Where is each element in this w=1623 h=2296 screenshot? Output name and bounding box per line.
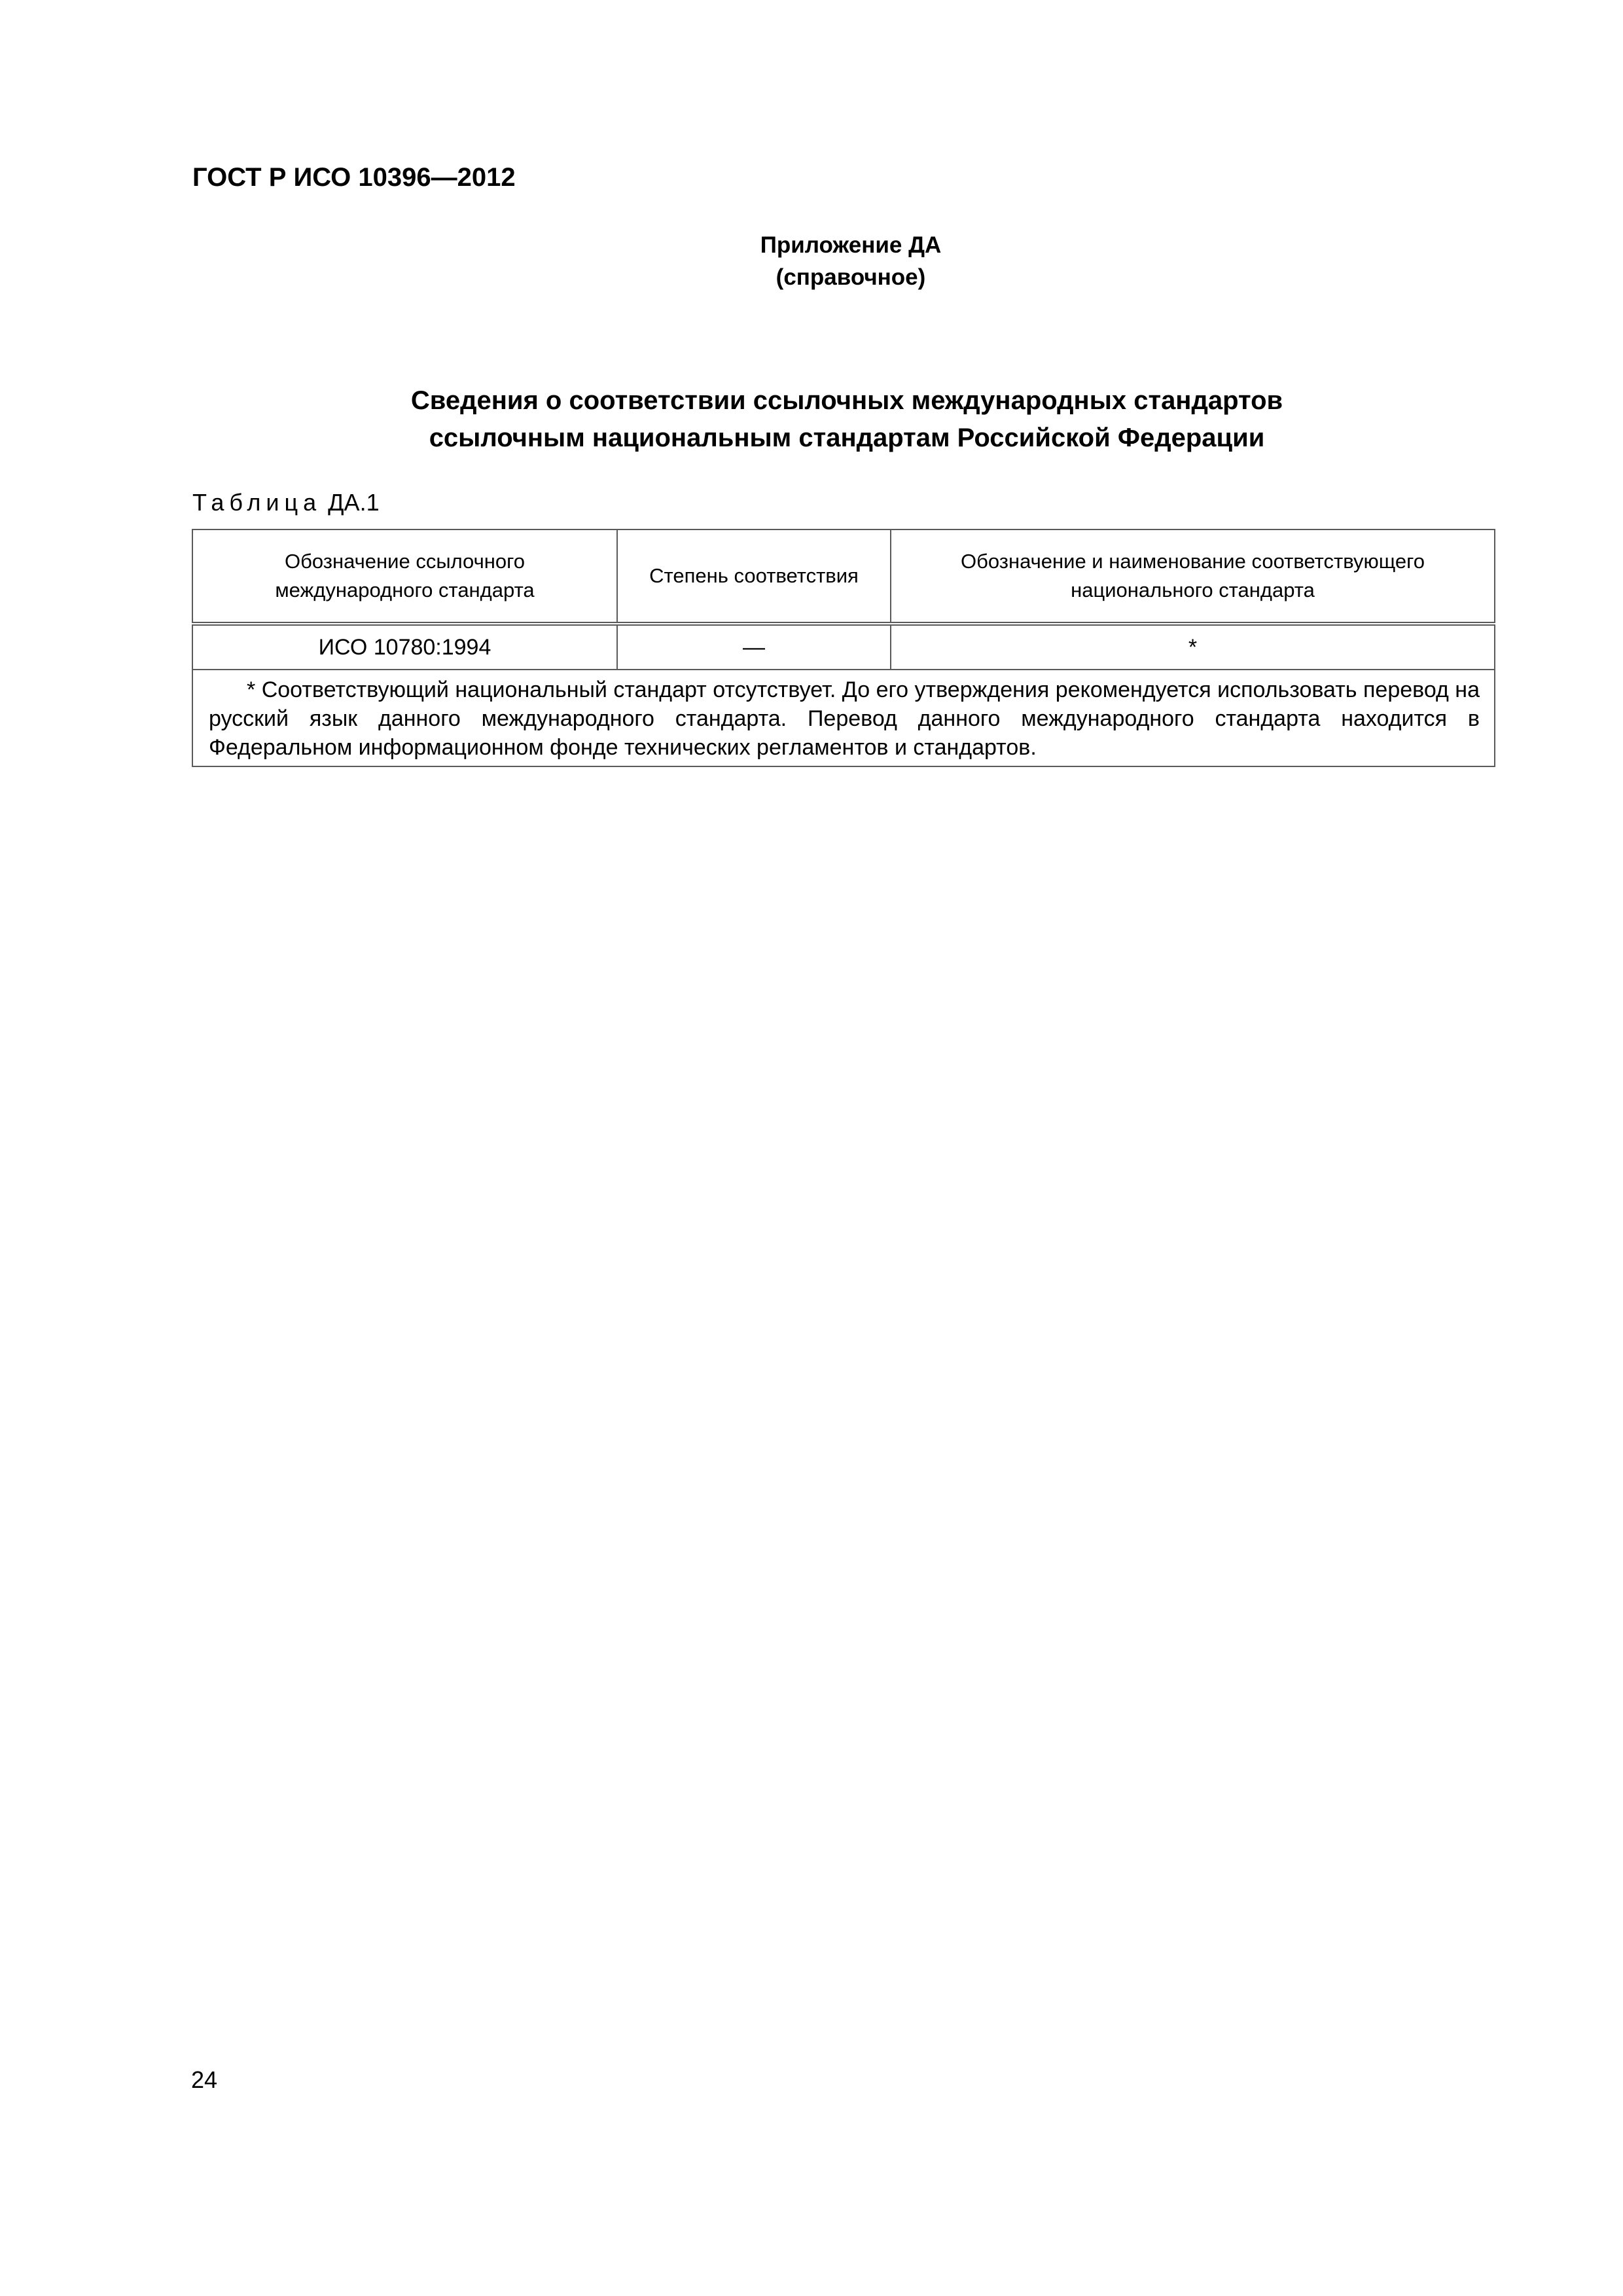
correspondence-table — [192, 529, 1495, 767]
column-header-national-standard: Обозначение и наименование соответствующего национального стандарта — [891, 529, 1495, 624]
page-number: 24 — [191, 2066, 218, 2093]
table-row — [192, 624, 1495, 670]
page-title — [258, 382, 1436, 457]
table-footnote-row — [192, 670, 1495, 766]
document-code-header: ГОСТ Р ИСО 10396—2012 — [192, 163, 516, 192]
table-caption-word: Таблица — [192, 489, 322, 516]
table-caption-number: ДА.1 — [328, 489, 380, 516]
cell-international-standard: ИСО 10780:1994 — [192, 624, 617, 670]
cell-national-standard: * — [891, 624, 1495, 670]
annex-title: Приложение ДА — [760, 232, 942, 258]
table-footnote: * Соответствующий национальный стандарт отсутствует. До его утверждения рекомендуется использовать перевод на русский язык данного международного стандарта. Перевод данного международного стандарта находится в Федеральном информационном фонде технических регламентов и стандартов. — [209, 677, 1480, 760]
annex-status: (справочное) — [776, 264, 926, 290]
page-title-line-2: ссылочным национальным стандартам Российской Федерации — [429, 423, 1265, 452]
page-title-line-1: Сведения о соответствии ссылочных международных стандартов — [410, 386, 1283, 415]
annex-heading — [654, 229, 1047, 293]
table-header-row — [192, 529, 1495, 624]
cell-degree: — — [617, 624, 891, 670]
column-header-degree: Степень соответствия — [617, 529, 891, 624]
table-footnote-cell — [192, 670, 1495, 766]
column-header-international-standard: Обозначение ссылочного международного стандарта — [192, 529, 617, 624]
table-caption — [192, 488, 380, 518]
